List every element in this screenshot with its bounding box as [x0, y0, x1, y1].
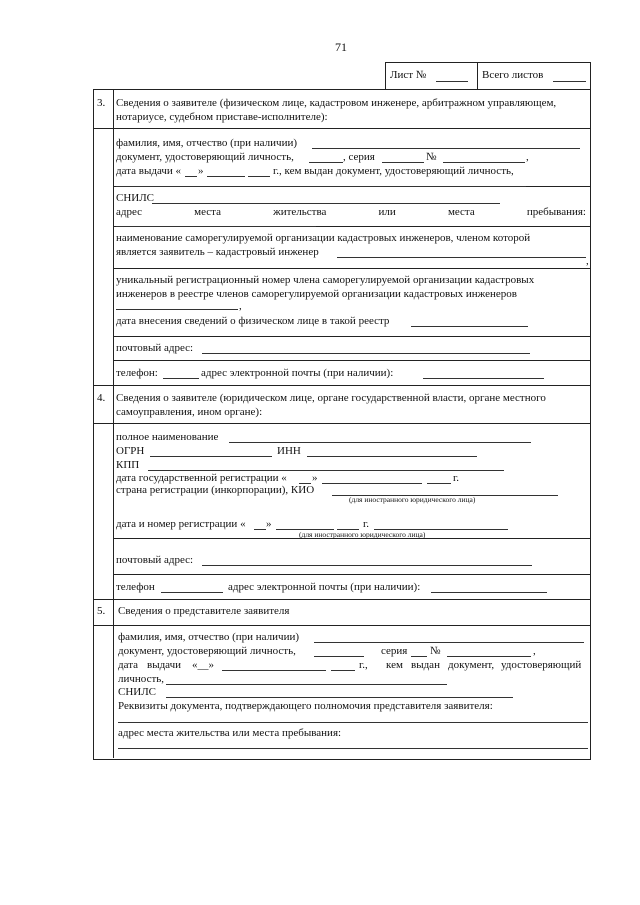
s4-kpp-label: КПП [116, 459, 140, 471]
section-4-title-line2: самоуправления, ином органе): [116, 406, 263, 418]
s3-series-field[interactable] [382, 162, 424, 163]
s5-series-label: серия [381, 645, 408, 657]
s3-doc-label: документ, удостоверяющий личность, [116, 151, 294, 163]
s4-email-label: адрес электронной почты (при наличии): [228, 581, 421, 593]
s4-foreign-note-2: (для иностранного юридического лица) [299, 530, 426, 539]
s3-sro-field[interactable] [337, 257, 586, 258]
s5-fio-field[interactable] [314, 642, 584, 643]
s3-reg-number-label-2: инженеров в реестре членов саморегулируемой организации кадастровых инженеров [116, 288, 517, 300]
total-sheets-label: Всего листов [482, 69, 544, 81]
s4-country-label: страна регистрации (инкорпорации), КИО [116, 484, 315, 496]
s4-full-name-label: полное наименование [116, 431, 219, 443]
s5-fio-label: фамилия, имя, отчество (при наличии) [118, 631, 300, 643]
s4-ogrn-field[interactable] [150, 456, 272, 457]
s4-reg-date-number-label: дата и номер регистрации « [116, 518, 246, 530]
s4-postal-field[interactable] [202, 565, 532, 566]
section-5-title: Сведения о представителе заявителя [118, 605, 290, 617]
s3-phone-field[interactable] [163, 378, 199, 379]
s3-reg-number-label: уникальный регистрационный номер члена саморегулируемой организации кадастровых [116, 274, 535, 286]
s4-foreign-note: (для иностранного юридического лица) [349, 495, 476, 504]
s5-doc-field[interactable] [314, 656, 364, 657]
s4-state-reg-month-field[interactable] [322, 483, 422, 484]
s4-inn-field[interactable] [307, 456, 477, 457]
s4-full-name-field[interactable] [229, 442, 531, 443]
s3-issued-by-field[interactable] [116, 186, 526, 187]
s5-authority-doc-label: Реквизиты документа, подтверждающего полномочия представителя заявителя: [118, 700, 493, 712]
s3-postal-label: почтовый адрес: [116, 342, 194, 354]
s3-email-field[interactable] [423, 378, 544, 379]
s5-number-label: № [430, 645, 441, 657]
section-3-title-line2: нотариусе, судебном приставе-исполнителе): [116, 111, 328, 123]
s5-issue-month-field[interactable] [222, 670, 326, 671]
section-4-number: 4. [97, 392, 106, 404]
s3-number-field[interactable] [443, 162, 525, 163]
s3-series-label: , серия [343, 151, 375, 163]
s5-authority-doc-field[interactable] [118, 722, 588, 723]
s5-personality-label: личность, [118, 673, 165, 685]
s3-issue-day-field[interactable] [185, 176, 197, 177]
page-number: 71 [335, 40, 347, 54]
s5-series-field[interactable] [411, 656, 427, 657]
s5-number-field[interactable] [447, 656, 531, 657]
s5-snils-label: СНИЛС [118, 686, 157, 698]
section-3-title-line1: Сведения о заявителе (физическом лице, кадастровом инженере, арбитражном управляющем, [116, 97, 557, 109]
s4-postal-label: почтовый адрес: [116, 554, 194, 566]
s3-sro-label: наименование саморегулируемой организации кадастровых инженеров, членом которой [116, 232, 531, 244]
s3-fio-field[interactable] [312, 148, 580, 149]
s3-reg-number-field[interactable] [116, 309, 238, 310]
s5-address-field[interactable] [118, 748, 588, 749]
s3-email-label: адрес электронной почты (при наличии): [201, 367, 394, 379]
s4-kpp-field[interactable] [148, 470, 504, 471]
section-3-number: 3. [97, 97, 106, 109]
s3-issued-by-label: г., кем выдан документ, удостоверяющий личность, [273, 165, 514, 177]
s4-reg-day-field[interactable] [254, 529, 266, 530]
s4-email-field[interactable] [431, 592, 547, 593]
s3-sro-label-2: является заявитель – кадастровый инженер [116, 246, 319, 258]
s3-snils-field[interactable] [152, 203, 500, 204]
s5-doc-label: документ, удостоверяющий личность, [118, 645, 296, 657]
s3-address-field[interactable] [116, 226, 316, 227]
s5-address-label: адрес места жительства или места пребывания: [118, 727, 342, 739]
sheet-number-label: Лист № [390, 69, 427, 81]
s5-snils-field[interactable] [166, 697, 513, 698]
s4-phone-label: телефон [116, 581, 155, 593]
s5-issued-by-field[interactable] [166, 684, 447, 685]
s3-phone-label: телефон: [116, 367, 158, 379]
s3-doc-field[interactable] [309, 162, 343, 163]
s4-state-reg-label: дата государственной регистрации « [116, 472, 287, 484]
s3-reg-date-label: дата внесения сведений о физическом лице в такой реестр [116, 315, 390, 327]
s5-issue-year-field[interactable] [331, 670, 355, 671]
section-5-number: 5. [97, 605, 106, 617]
s3-reg-date-field[interactable] [411, 326, 528, 327]
s3-issue-year-field[interactable] [248, 176, 270, 177]
s3-issue-month-field[interactable] [207, 176, 245, 177]
s3-number-label: № [426, 151, 437, 163]
section-4-title-line1: Сведения о заявителе (юридическом лице, органе государственной власти, органе местного [116, 392, 546, 404]
s3-snils-label: СНИЛС [116, 192, 155, 204]
s3-fio-label: фамилия, имя, отчество (при наличии) [116, 137, 298, 149]
s3-postal-field[interactable] [202, 353, 530, 354]
s4-state-reg-year-field[interactable] [427, 483, 451, 484]
s4-phone-field[interactable] [161, 592, 223, 593]
s3-address-label: адрес места жительства или места пребывания: [116, 206, 586, 218]
s4-inn-label: ИНН [277, 445, 301, 457]
s4-ogrn-label: ОГРН [116, 445, 145, 457]
s3-issue-date-label: дата выдачи « [116, 165, 182, 177]
